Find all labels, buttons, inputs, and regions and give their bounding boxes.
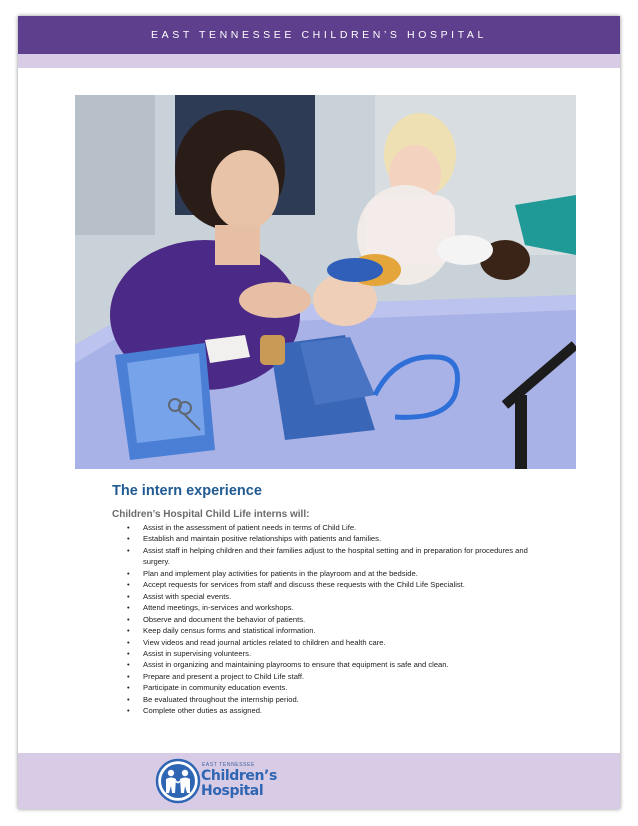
section-title: The intern experience [112, 483, 262, 499]
header-band [18, 16, 620, 54]
list-item: • Assist in organizing and maintaining playrooms to ensure that equipment is safe and clean. [123, 659, 553, 670]
brochure-page [18, 16, 620, 809]
logo-main-text: Children’s [201, 768, 277, 784]
list-item: • Complete other duties as assigned. [123, 705, 553, 716]
hospital-name: EAST TENNESSEE CHILDREN’S HOSPITAL [151, 29, 487, 41]
list-item: • Assist staff in helping children and their families adjust to the hospital setting and in preparation for procedures and surgery. [123, 545, 553, 568]
child-life-playroom-photo [75, 95, 576, 469]
logo-small-text: EAST TENNESSEE [202, 762, 255, 768]
logo-sub-text: Hospital [201, 783, 264, 799]
list-item: • Assist in supervising volunteers. [123, 648, 553, 659]
childrens-hospital-logo-icon [155, 758, 201, 804]
list-item: • Participate in community education events. [123, 682, 553, 693]
list-item: • Keep daily census forms and statistical information. [123, 625, 553, 636]
list-item: • Prepare and present a project to Child Life staff. [123, 671, 553, 682]
list-item: • Be evaluated throughout the internship period. [123, 694, 553, 705]
childrens-hospital-logo [155, 758, 285, 804]
section-subtitle: Children’s Hospital Child Life interns will: [112, 509, 310, 520]
footer-band [18, 753, 620, 809]
list-item: • Attend meetings, in-services and workshops. [123, 602, 553, 613]
list-item: • View videos and read journal articles related to children and health care. [123, 637, 553, 648]
list-item: • Assist in the assessment of patient needs in terms of Child Life. [123, 522, 553, 533]
list-item: • Plan and implement play activities for patients in the playroom and at the bedside. [123, 568, 553, 579]
list-item: • Accept requests for services from staff and discuss these requests with the Child Life Specialist. [123, 579, 553, 590]
header-rule [18, 54, 620, 68]
duties-list [123, 522, 553, 717]
list-item: • Observe and document the behavior of patients. [123, 614, 553, 625]
list-item: • Assist with special events. [123, 591, 553, 602]
list-item: • Establish and maintain positive relationships with patients and families. [123, 533, 553, 544]
